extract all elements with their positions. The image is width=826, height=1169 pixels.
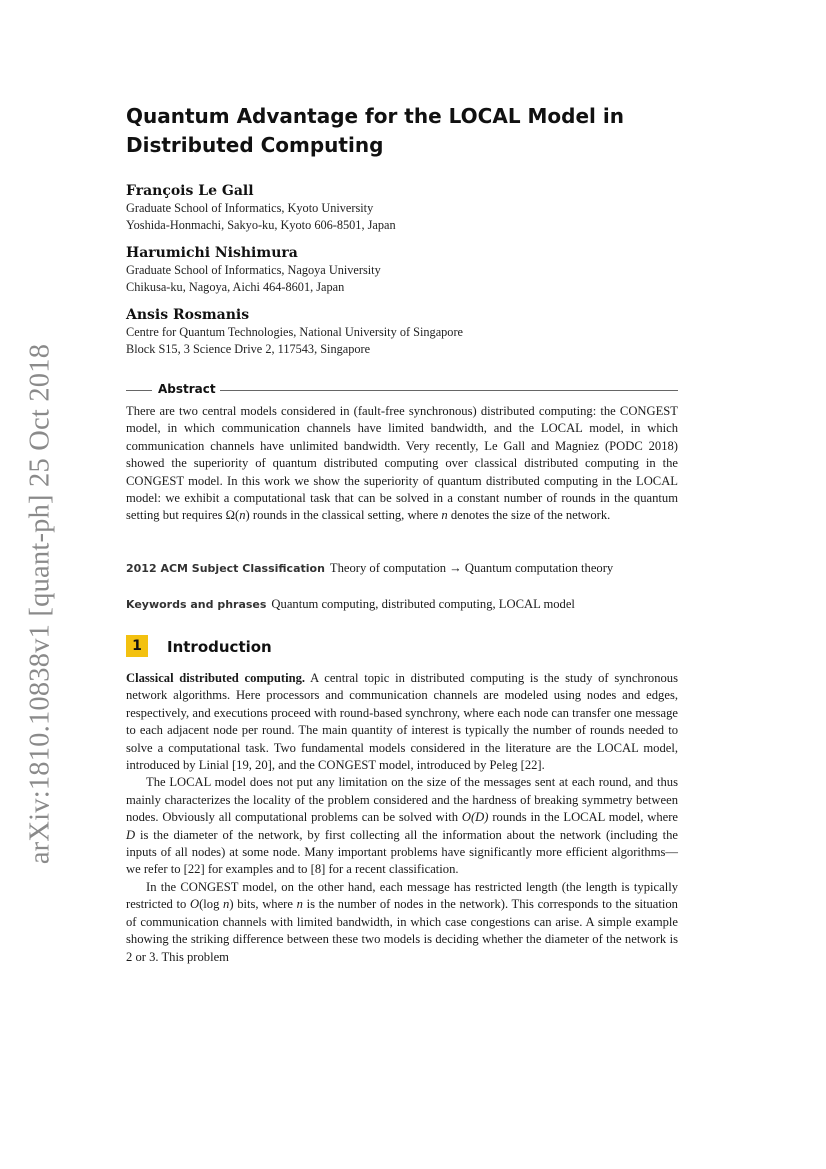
math-expression: (log xyxy=(199,897,224,912)
author-name: Ansis Rosmanis xyxy=(126,307,250,323)
author-affiliation: Graduate School of Informatics, Kyoto University xyxy=(126,201,374,215)
runin-heading: Classical distributed computing. xyxy=(126,671,306,685)
author-affiliation: Graduate School of Informatics, Nagoya University xyxy=(126,263,381,277)
acm-classification xyxy=(126,560,678,577)
paragraph-text: rounds in the LOCAL model, where xyxy=(488,810,678,825)
keywords xyxy=(126,596,678,613)
paragraph xyxy=(126,879,678,966)
author-address: Block S15, 3 Science Drive 2, 117543, Singapore xyxy=(126,342,371,356)
math-expression: O xyxy=(189,897,200,912)
math-expression: D xyxy=(126,827,136,842)
paragraph-text: is the diameter of the network, by first collecting all the information about the network (including the inputs of all nodes) at some node. Many important problems have significantly more efficient algorithms—we refer to [22] for examples and to [8] for a recent classification. xyxy=(126,827,678,877)
paragraph xyxy=(126,774,678,878)
acm-value: Theory of computation → Quantum computation theory xyxy=(329,561,614,575)
introduction-body xyxy=(126,670,678,966)
abstract-header xyxy=(126,380,678,400)
math-n: n xyxy=(296,897,303,912)
paragraph-text: A central topic in distributed computing is the study of synchronous network algorithms. Here processors and communication channels are modeled using nodes and edges, respectively, and executions proceed with round-based synchrony, where each node can transfer one message to each adjacent node per round. The main quantity of interest is typically the number of rounds needed to solve a computational task. Two fundamental models considered in the literature are the LOCAL model, introduced by Linial [19, 20], and the CONGEST model, introduced by Peleg [22]. xyxy=(126,671,678,773)
abstract-text xyxy=(126,403,678,525)
section-heading xyxy=(126,635,678,659)
author-block xyxy=(126,306,678,358)
abstract-label: Abstract xyxy=(158,382,216,396)
author-address: Yoshida-Honmachi, Sakyo-ku, Kyoto 606-8501, Japan xyxy=(126,218,396,232)
paragraph-text: The LOCAL model does not put any limitation on the size of the messages sent at each round, and thus mainly characterizes the locality of the problem considered and the hardness of breaking symmetry between nodes. Obviously all computational problems can be solved with xyxy=(126,775,678,825)
abstract-segment: ) rounds in the classical setting, where xyxy=(245,508,442,523)
author-affiliation: Centre for Quantum Technologies, National University of Singapore xyxy=(126,325,463,339)
author-address: Chikusa-ku, Nagoya, Aichi 464-8601, Japan xyxy=(126,280,345,294)
math-expression: ) xyxy=(229,897,234,912)
abstract-segment: There are two central models considered in (fault-free synchronous) distributed computing: the CONGEST model, in which communication channels have limited bandwidth, and the LOCAL model, in which communication channels have unlimited bandwidth. Very recently, Le Gall and Magniez (PODC 2018) showed the superiority of quantum distributed computing over classical distributed computing in the CONGEST model. In this work we show the superiority of quantum distributed computing in the LOCAL model: we exhibit a computational task that can be solved in a constant number of rounds in the quantum setting but requires Ω( xyxy=(126,404,678,523)
section-number: 1 xyxy=(126,635,148,657)
author-block xyxy=(126,244,678,296)
math-n: n xyxy=(441,508,448,523)
paragraph xyxy=(126,670,678,774)
arxiv-identifier: arXiv:1810.10838v1 [quant-ph] 25 Oct 2018 xyxy=(24,343,56,865)
keywords-value: Quantum computing, distributed computing, LOCAL model xyxy=(271,597,575,611)
arxiv-sidebar xyxy=(20,322,60,865)
author-block xyxy=(126,182,678,234)
paragraph-text: In the CONGEST model, on the other hand, each message has restricted length (the length is typically restricted to xyxy=(126,879,678,912)
acm-label: 2012 ACM Subject Classification xyxy=(126,562,325,575)
math-n: n xyxy=(223,897,230,912)
section-title: Introduction xyxy=(167,638,272,656)
author-name: Harumichi Nishimura xyxy=(126,245,298,261)
math-n: n xyxy=(239,508,246,523)
abstract-rule-left xyxy=(126,390,152,391)
paragraph-text: is the number of nodes in the network). This corresponds to the situation of communication channels with limited bandwidth, in which case congestions can arise. A simple example showing the striking difference between these two models is deciding whether the diameter of the network is 2 or 3. This problem xyxy=(126,897,678,964)
paper-title: Quantum Advantage for the LOCAL Model in Distributed Computing xyxy=(126,104,624,157)
abstract-segment: denotes the size of the network. xyxy=(447,508,611,523)
abstract-rule-right xyxy=(220,390,678,391)
paragraph-text: bits, where xyxy=(233,897,297,912)
math-expression: O(D) xyxy=(461,810,489,825)
author-name: François Le Gall xyxy=(126,183,254,199)
keywords-label: Keywords and phrases xyxy=(126,598,267,611)
